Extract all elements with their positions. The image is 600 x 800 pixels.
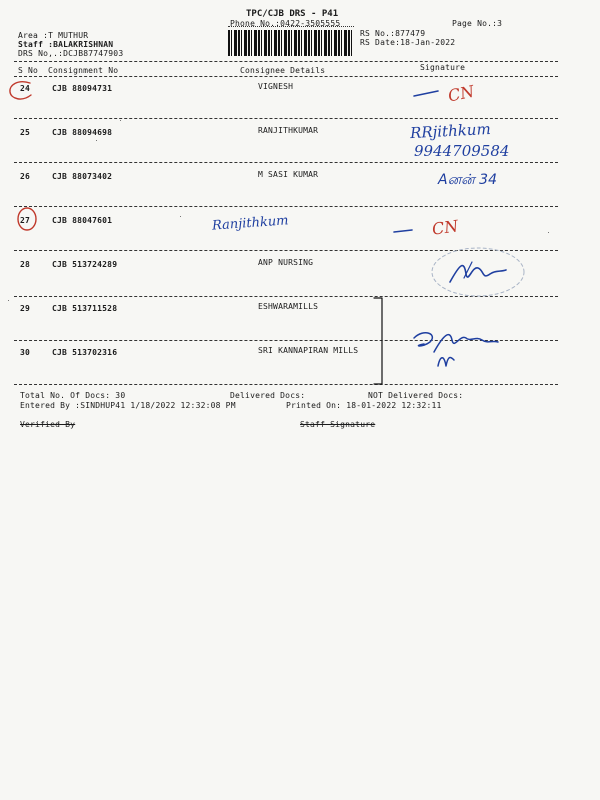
header-rule-top bbox=[14, 61, 558, 62]
handwritten-consignee-27: Ranjithkum bbox=[211, 213, 290, 234]
row-divider bbox=[14, 118, 558, 119]
area-label: Area :T MUTHUR bbox=[18, 31, 89, 40]
dash-mark-24 bbox=[412, 86, 442, 100]
phone-number: Phone No.:0422-3505555 bbox=[230, 19, 341, 28]
barcode bbox=[228, 30, 354, 56]
bracket-29-30 bbox=[372, 296, 388, 388]
dash-mark-27 bbox=[392, 226, 416, 236]
row-sno: 25 bbox=[20, 128, 31, 137]
scan-speck bbox=[120, 120, 121, 121]
row-consignment: CJB 88073402 bbox=[52, 172, 113, 181]
header-rule-bottom bbox=[14, 76, 558, 77]
col-header-consignment: Consignment No bbox=[48, 66, 119, 75]
signature-25-name: RRjithkum bbox=[409, 119, 492, 143]
delivered-docs: Delivered Docs: bbox=[230, 391, 306, 400]
cn-mark-27: CN bbox=[430, 216, 460, 239]
col-header-signature: Signature bbox=[420, 63, 466, 72]
row-sno: 29 bbox=[20, 304, 31, 313]
verified-by: Verified By bbox=[20, 420, 76, 429]
row-sno: 24 bbox=[20, 84, 31, 93]
row-consignee: M SASI KUMAR bbox=[258, 170, 319, 179]
row-divider bbox=[14, 162, 558, 163]
not-delivered-docs: NOT Delivered Docs: bbox=[368, 391, 464, 400]
row-consignee: SRI KANNAPIRAN MILLS bbox=[258, 346, 359, 355]
scan-speck bbox=[96, 140, 97, 141]
scan-speck bbox=[548, 232, 549, 233]
row-consignee: VIGNESH bbox=[258, 82, 294, 91]
row-consignee: ANP NURSING bbox=[258, 258, 314, 267]
row-divider bbox=[14, 206, 558, 207]
row-consignment: CJB 513702316 bbox=[52, 348, 118, 357]
row-sno: 28 bbox=[20, 260, 31, 269]
row-consignment: CJB 88094731 bbox=[52, 84, 113, 93]
drs-number: DRS No,.:DCJB87747903 bbox=[18, 49, 124, 58]
col-header-sno: S No bbox=[18, 66, 39, 75]
cn-mark-24: CN bbox=[446, 81, 476, 106]
signature-25-phone: 9944709584 bbox=[414, 142, 510, 160]
staff-label: Staff :BALAKRISHNAN bbox=[18, 40, 114, 49]
document-title: TPC/CJB DRS - P41 bbox=[246, 9, 339, 19]
stamp-28 bbox=[420, 244, 540, 304]
row-consignee: ESHWARAMILLS bbox=[258, 302, 319, 311]
scan-speck bbox=[8, 300, 9, 301]
row-sno: 27 bbox=[20, 216, 31, 225]
printed-on: Printed On: 18-01-2022 12:32:11 bbox=[286, 401, 442, 410]
signature-26: Aனன் 34 bbox=[438, 172, 497, 188]
page-number: Page No.:3 bbox=[452, 19, 503, 28]
entered-by: Entered By :SINDHUP41 1/18/2022 12:32:08 PM bbox=[20, 401, 236, 410]
row-divider bbox=[14, 384, 558, 385]
scan-speck bbox=[180, 216, 181, 217]
row-sno: 30 bbox=[20, 348, 31, 357]
col-header-consignee: Consignee Details bbox=[240, 66, 326, 75]
rs-number: RS No.:877479 bbox=[360, 29, 426, 38]
row-consignment: CJB 88047601 bbox=[52, 216, 113, 225]
total-docs: Total No. Of Docs: 30 bbox=[20, 391, 126, 400]
red-circle-24 bbox=[6, 78, 38, 104]
row-consignee: RANJITHKUMAR bbox=[258, 126, 319, 135]
signature-29-30 bbox=[404, 326, 504, 378]
rs-date: RS Date:18-Jan-2022 bbox=[360, 38, 456, 47]
row-sno: 26 bbox=[20, 172, 31, 181]
row-consignment: CJB 88094698 bbox=[52, 128, 113, 137]
row-consignment: CJB 513711528 bbox=[52, 304, 118, 313]
row-consignment: CJB 513724289 bbox=[52, 260, 118, 269]
red-circle-27 bbox=[16, 206, 40, 232]
staff-signature: Staff Signature bbox=[300, 420, 376, 429]
